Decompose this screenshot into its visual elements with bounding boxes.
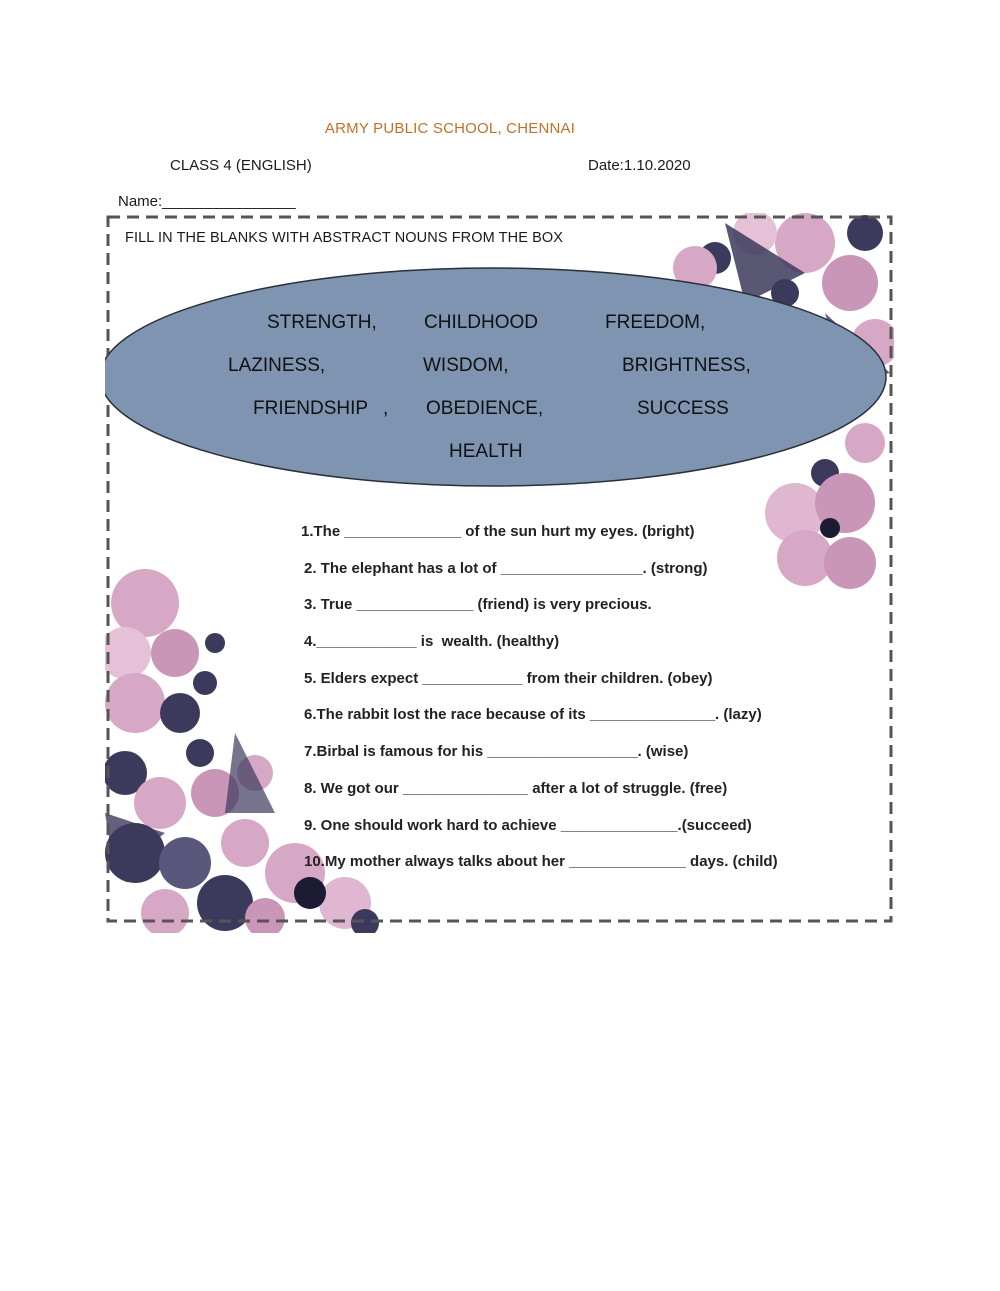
word-item: OBEDIENCE, (426, 398, 544, 419)
question-item[interactable]: 2. The elephant has a lot of _________________. (strong) (304, 560, 708, 577)
word-item: SUCCESS (637, 398, 729, 419)
question-item[interactable]: 10.My mother always talks about her ______________ days. (child) (304, 853, 778, 870)
name-field[interactable]: Name:________________ (118, 193, 296, 210)
question-item[interactable]: 4.____________ is wealth. (healthy) (304, 633, 560, 650)
question-item[interactable]: 1.The ______________ of the sun hurt my eyes. (bright) (301, 523, 695, 540)
word-item: CHILDHOOD (424, 312, 539, 333)
word-item: LAZINESS, (228, 355, 326, 376)
word-item: BRIGHTNESS, (622, 355, 751, 376)
question-item[interactable]: 8. We got our _______________ after a lot of struggle. (free) (304, 780, 728, 797)
question-item[interactable]: 3. True ______________ (friend) is very precious. (304, 596, 652, 613)
word-item: HEALTH (449, 441, 523, 462)
date-label: Date:1.10.2020 (588, 157, 691, 174)
word-item: , (383, 398, 389, 419)
question-item[interactable]: 5. Elders expect ____________ from their children. (obey) (304, 670, 713, 687)
class-label: CLASS 4 (ENGLISH) (170, 157, 312, 174)
word-item: FREEDOM, (605, 312, 706, 333)
question-item[interactable]: 9. One should work hard to achieve ______________.(succeed) (304, 817, 752, 834)
question-item[interactable]: 6.The rabbit lost the race because of its _______________. (lazy) (304, 706, 762, 723)
question-item[interactable]: 7.Birbal is famous for his __________________. (wise) (304, 743, 689, 760)
word-item: WISDOM, (423, 355, 509, 376)
word-item: FRIENDSHIP (253, 398, 369, 419)
school-name: ARMY PUBLIC SCHOOL, CHENNAI (324, 120, 576, 137)
word-item: STRENGTH, (267, 312, 377, 333)
instruction-text: FILL IN THE BLANKS WITH ABSTRACT NOUNS FROM THE BOX (125, 230, 564, 246)
